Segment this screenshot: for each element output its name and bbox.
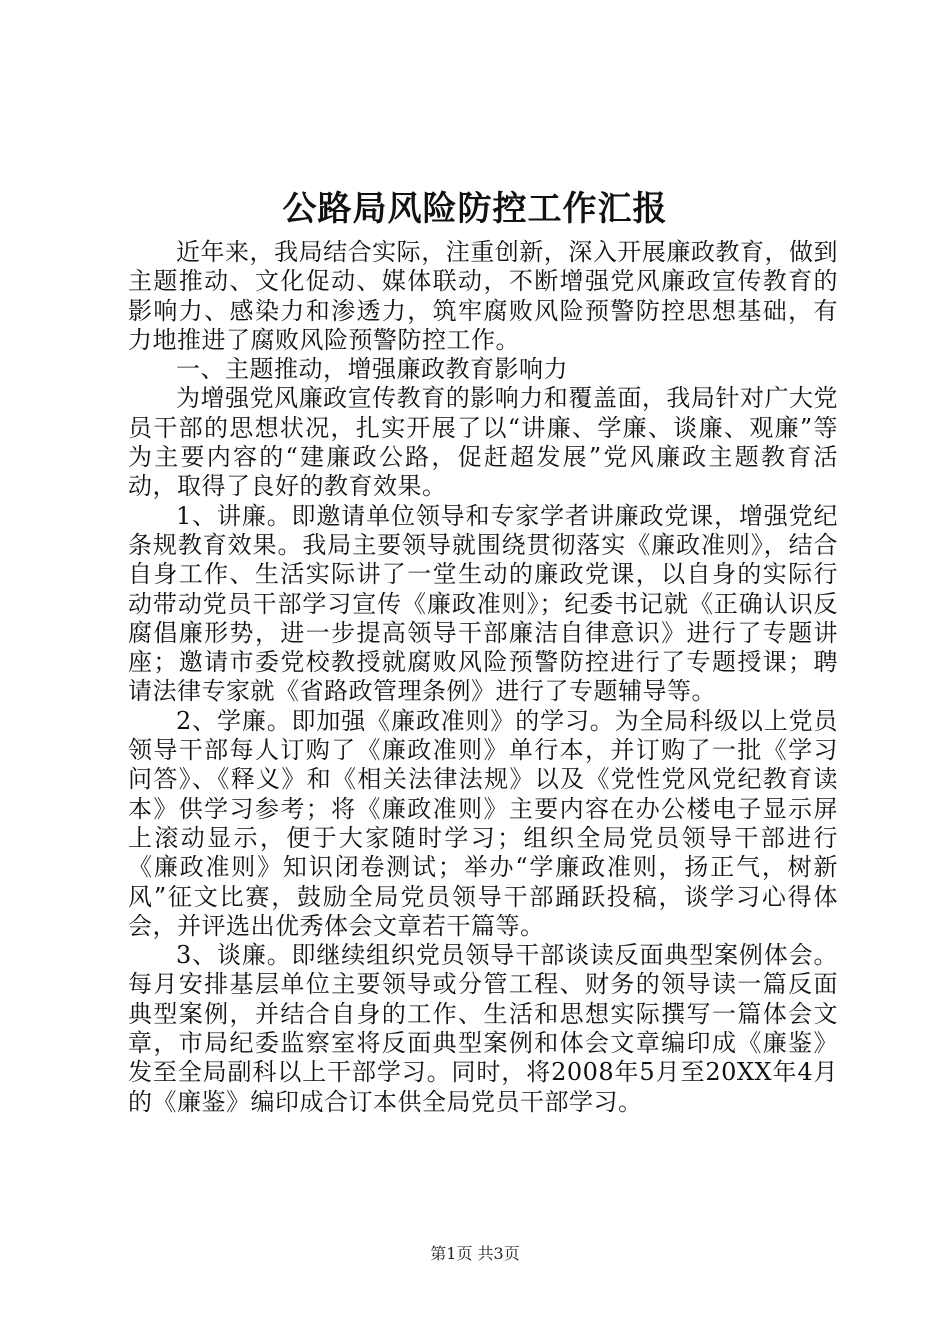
document-title: 公路局风险防控工作汇报: [282, 189, 668, 229]
document-body: [128, 238, 838, 1117]
section-heading: 一、主题推动，增强廉政教育影响力: [176, 355, 568, 384]
item-tan-lian-paragraph: 3、谈廉。即继续组织党员领导干部谈读反面典型案例体会。每月安排基层单位主要领导或分管工程、财务的领导读一篇反面典型案例，并结合自身的工作、生活和思想实际撰写一篇体会文章，市局纪委监察室将反面典型案例和体会文章编印成《廉鉴》发至全局副科以上干部学习。同时，将2008年5月至20XX年4月的《廉鉴》编印成合订本供全局党员干部学习。: [128, 941, 838, 1116]
page-number-footer: 第1页 共3页: [430, 1244, 520, 1263]
section-intro-paragraph: 为增强党风廉政宣传教育的影响力和覆盖面，我局针对广大党员干部的思想状况，扎实开展了以“讲廉、学廉、谈廉、观廉”等为主要内容的“建廉政公路，促赶超发展”党风廉政主题教育活动，取得了良好的教育效果。: [128, 384, 838, 501]
item-xue-lian-paragraph: 2、学廉。即加强《廉政准则》的学习。为全局科级以上党员领导干部每人订购了《廉政准则》单行本，并订购了一批《学习问答》、《释义》和《相关法律法规》以及《党性党风党纪教育读本》供学习参考；将《廉政准则》主要内容在办公楼电子显示屏上滚动显示，便于大家随时学习；组织全局党员领导干部进行《廉政准则》知识闭卷测试；举办“学廉政准则，扬正气，树新风”征文比赛，鼓励全局党员领导干部踊跃投稿，谈学习心得体会，并评选出优秀体会文章若干篇等。: [128, 706, 838, 940]
item-jiang-lian-paragraph: 1、讲廉。即邀请单位领导和专家学者讲廉政党课，增强党纪条规教育效果。我局主要领导就围绕贯彻落实《廉政准则》，结合自身工作、生活实际讲了一堂生动的廉政党课，以自身的实际行动带动党员干部学习宣传《廉政准则》；纪委书记就《正确认识反腐倡廉形势，进一步提高领导干部廉洁自律意识》进行了专题讲座；邀请市委党校教授就腐败风险预警防控进行了专题授课；聘请法律专家就《省路政管理条例》进行了专题辅导等。: [128, 501, 838, 706]
intro-paragraph: 近年来，我局结合实际，注重创新，深入开展廉政教育，做到主题推动、文化促动、媒体联动，不断增强党风廉政宣传教育的影响力、感染力和渗透力，筑牢腐败风险预警防控思想基础，有力地推进了腐败风险预警防控工作。: [128, 238, 838, 354]
